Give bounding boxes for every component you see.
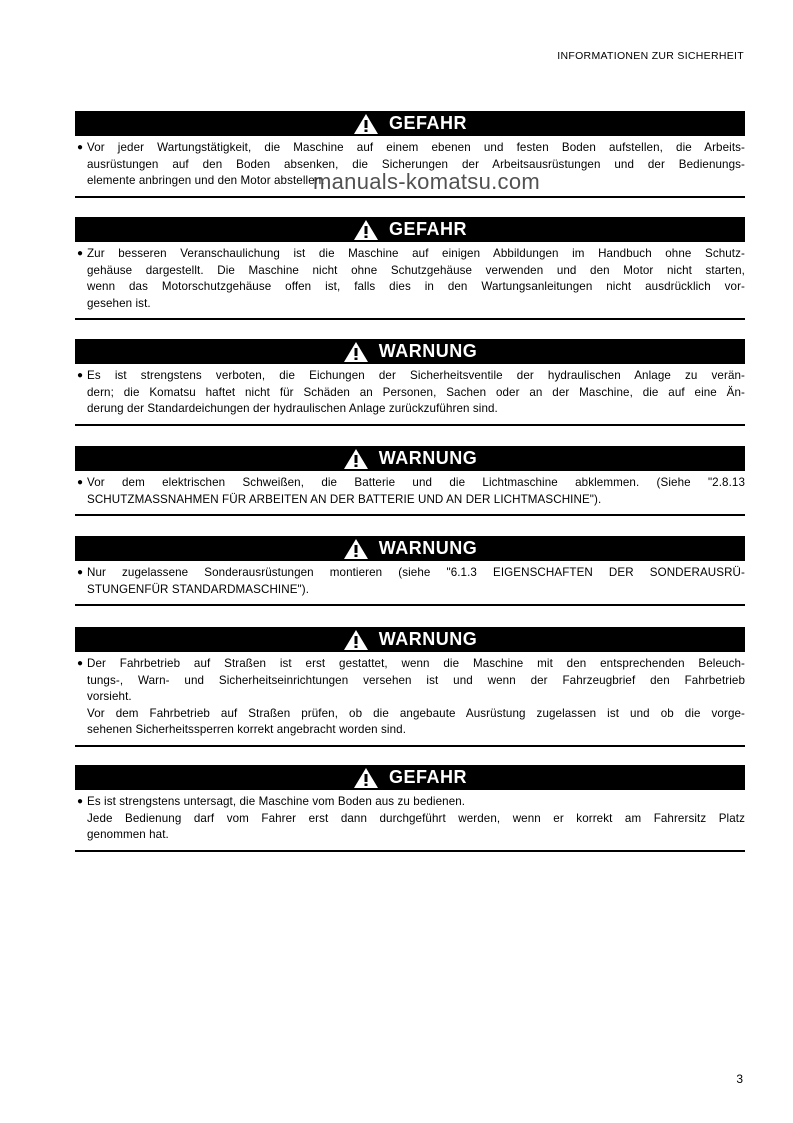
notice-text-line: ausrüstungen auf den Boden absenken, die Sicherungen der Arbeitsausrüstungen und der Bedienungs- — [87, 157, 745, 171]
notice-level: WARNUNG — [378, 448, 478, 468]
warning-triangle-icon — [343, 341, 369, 363]
bullet: ● — [77, 142, 84, 153]
notice-level: GEFAHR — [388, 219, 467, 239]
notice-text-line: Vor dem Fahrbetrieb auf Straßen prüfen, ob die angebaute Ausrüstung zugelassen ist und ob die vorge- — [87, 706, 745, 720]
notice-header — [75, 765, 745, 790]
safety-notice-gefahr — [75, 765, 745, 852]
notice-text-line: derung der Standardeichungen der hydraulischen Anlage zurückzuführen sind. — [87, 402, 498, 415]
notice-text-line: Es ist strengstens verboten, die Eichungen der Sicherheitsventile der hydraulischen Anlage zu verän- — [87, 369, 745, 382]
watermark: manuals-komatsu.com — [313, 169, 540, 194]
divider — [75, 318, 745, 320]
notice-text-line: tungs-, Warn- und Sicherheitseinrichtungen versehen ist und wenn der Fahrzeugbrief den Fahrbetrieb — [87, 673, 745, 687]
notice-level: WARNUNG — [378, 538, 478, 558]
notice-header — [75, 111, 745, 136]
notice-level: WARNUNG — [378, 341, 478, 361]
notice-text-line: Der Fahrbetrieb auf Straßen ist erst gestattet, wenn die Maschine mit den entsprechenden Beleuch- — [87, 657, 745, 670]
safety-notice-gefahr — [75, 217, 745, 320]
notice-text-line: elemente anbringen und den Motor abstellen. — [87, 174, 325, 187]
warning-triangle-icon — [353, 113, 379, 135]
notice-level: GEFAHR — [388, 767, 467, 787]
warning-triangle-icon — [343, 629, 369, 651]
page-number: 3 — [736, 1072, 743, 1086]
notice-text-line: Nur zugelassene Sonderausrüstungen montieren (siehe "6.1.3 EIGENSCHAFTEN DER SONDERAUSRÜ- — [87, 566, 745, 579]
notice-text-line: SCHUTZMASSNAHMEN FÜR ARBEITEN AN DER BATTERIE UND AN DER LICHTMASCHINE"). — [87, 492, 602, 506]
notice-header — [75, 627, 745, 652]
notice-header — [75, 339, 745, 364]
divider — [75, 196, 745, 198]
notice-text-line: STUNGENFÜR STANDARDMASCHINE"). — [87, 582, 310, 596]
notice-text-line: gehäuse dargestellt. Die Maschine nicht ohne Schutzgehäuse verwenden und den Motor nicht starten, — [87, 263, 745, 277]
notice-header — [75, 536, 745, 561]
divider — [75, 604, 745, 606]
notice-level: GEFAHR — [388, 113, 467, 133]
notice-text-line: genommen hat. — [87, 828, 169, 841]
bullet: ● — [77, 567, 84, 578]
safety-notice-warnung — [75, 339, 745, 426]
divider — [75, 424, 745, 426]
notice-text-line: Vor dem elektrischen Schweißen, die Batterie und die Lichtmaschine abklemmen. (Siehe "2.8.13 — [87, 476, 745, 489]
divider — [75, 850, 745, 852]
notice-text-line: dern; die Komatsu haftet nicht für Schäden an Personen, Sachen oder an der Maschine, die auf eine Än- — [87, 385, 745, 399]
running-head: INFORMATIONEN ZUR SICHERHEIT — [557, 50, 744, 62]
notice-text-line: Vor jeder Wartungstätigkeit, die Maschine auf einem ebenen und festen Boden aufstellen, die Arbeits- — [87, 141, 745, 154]
bullet: ● — [77, 370, 84, 381]
safety-notice-warnung — [75, 446, 745, 516]
warning-triangle-icon — [343, 448, 369, 470]
notice-header — [75, 217, 745, 242]
bullet: ● — [77, 477, 84, 488]
notice-text-line: gesehen ist. — [87, 296, 151, 310]
safety-notice-warnung — [75, 627, 745, 747]
bullet: ● — [77, 796, 84, 807]
warning-triangle-icon — [353, 767, 379, 789]
notice-text-line: vorsieht. — [87, 690, 132, 703]
notice-header — [75, 446, 745, 471]
notice-text-line: Zur besseren Veranschaulichung ist die Maschine auf einigen Abbildungen im Handbuch ohne Schutz- — [87, 247, 745, 260]
divider — [75, 745, 745, 747]
bullet: ● — [77, 658, 84, 669]
warning-triangle-icon — [343, 538, 369, 560]
notice-text-line: Jede Bedienung darf vom Fahrer erst dann durchgeführt werden, wenn er korrekt am Fahrersitz Platz — [87, 811, 745, 825]
notice-level: WARNUNG — [378, 629, 478, 649]
notice-text-line: wenn das Motorschutzgehäuse offen ist, falls dies in den Wartungsanleitungen nicht ausdrücklich vor- — [87, 280, 745, 293]
warning-triangle-icon — [353, 219, 379, 241]
notice-text-line: sehenen Sicherheitssperren korrekt angebracht worden sind. — [87, 723, 407, 736]
bullet: ● — [77, 248, 84, 259]
safety-notice-warnung — [75, 536, 745, 606]
notice-text-line: Es ist strengstens untersagt, die Maschine vom Boden aus zu bedienen. — [87, 795, 466, 808]
divider — [75, 514, 745, 516]
